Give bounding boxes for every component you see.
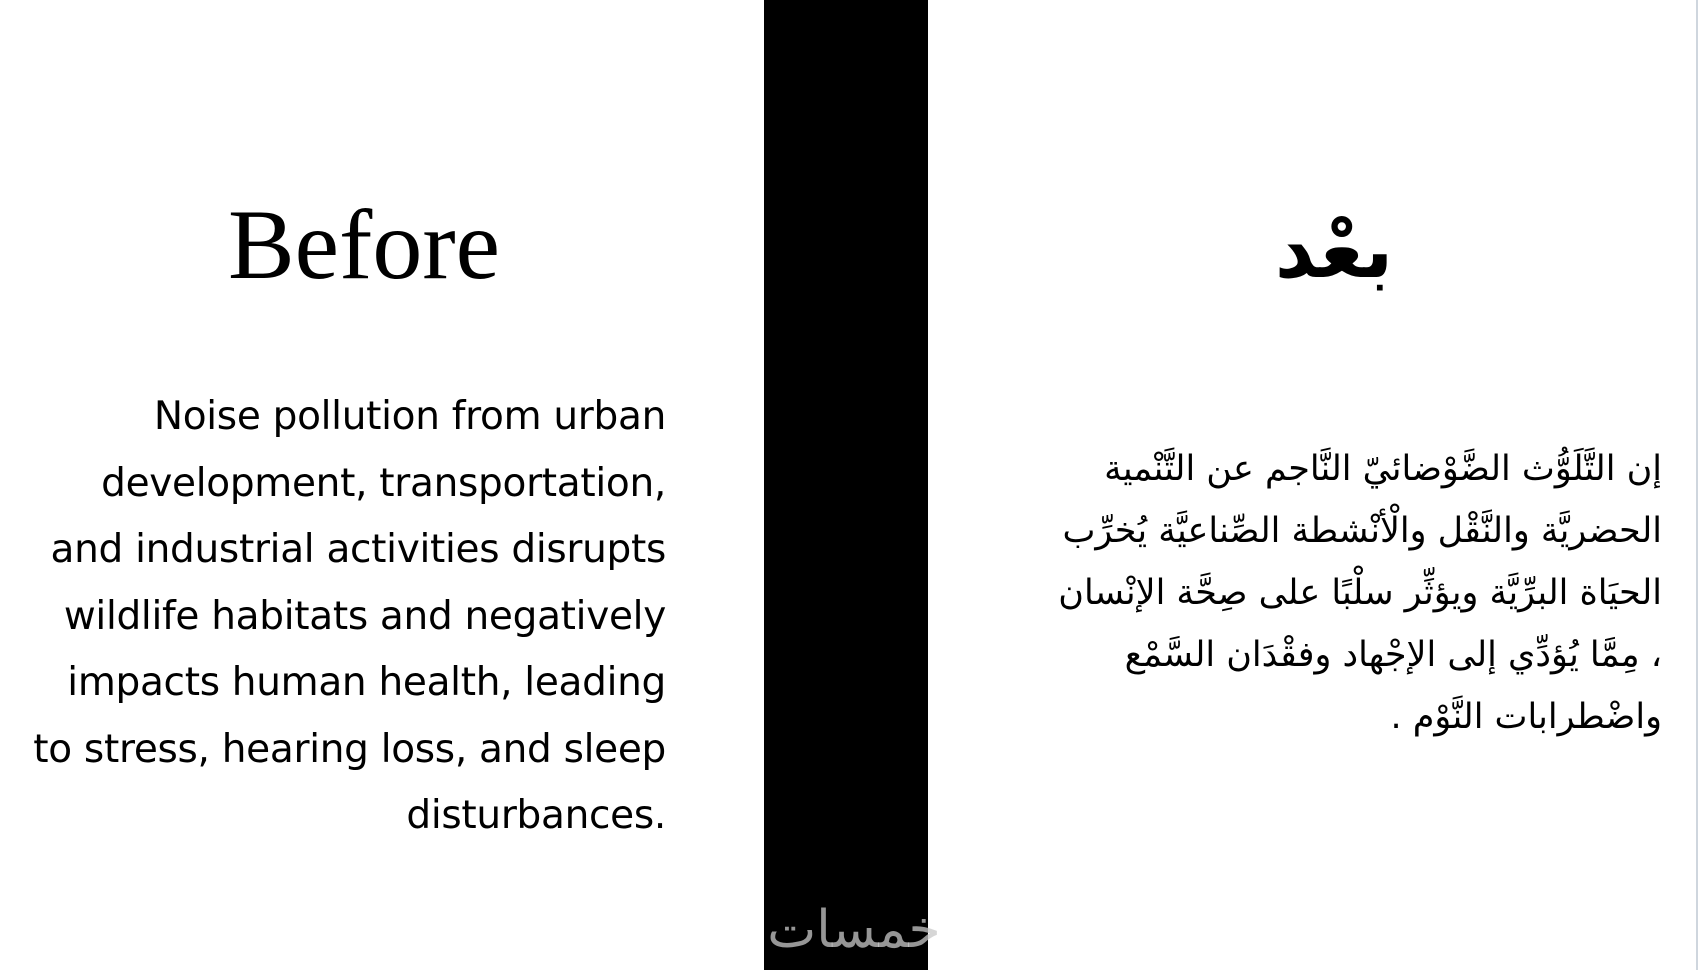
right-edge-line (1696, 0, 1698, 970)
before-body-text: Noise pollution from urban development, transportation, and industrial activities disrupts wildlife habitats and negatively impacts human health, leading to stress, hearing loss, and sleep disturbances. (33, 394, 666, 838)
center-divider-bar (764, 0, 928, 970)
watermark-logo: خمسات (767, 900, 941, 960)
before-panel (0, 0, 764, 970)
after-body-text: إن التَّلَوُّث الضَّوْضائيّ النَّاجم عن التَّنْمية الحضريَّة والنَّقْل والْأنْشطة الصِّناعيَّة يُخرِّب الحيَاة البرِّيَّة ويؤثِّر سلْبًا على صِحَّة الإنْسان ، مِمَّا يُؤدِّي إلى الإجْهاد وفقْدَان السَّمْع واضْطرابات النَّوْم . (1058, 449, 1662, 737)
before-title: Before (227, 189, 501, 300)
after-panel (928, 0, 1700, 970)
after-title: بعْد (1274, 206, 1394, 296)
